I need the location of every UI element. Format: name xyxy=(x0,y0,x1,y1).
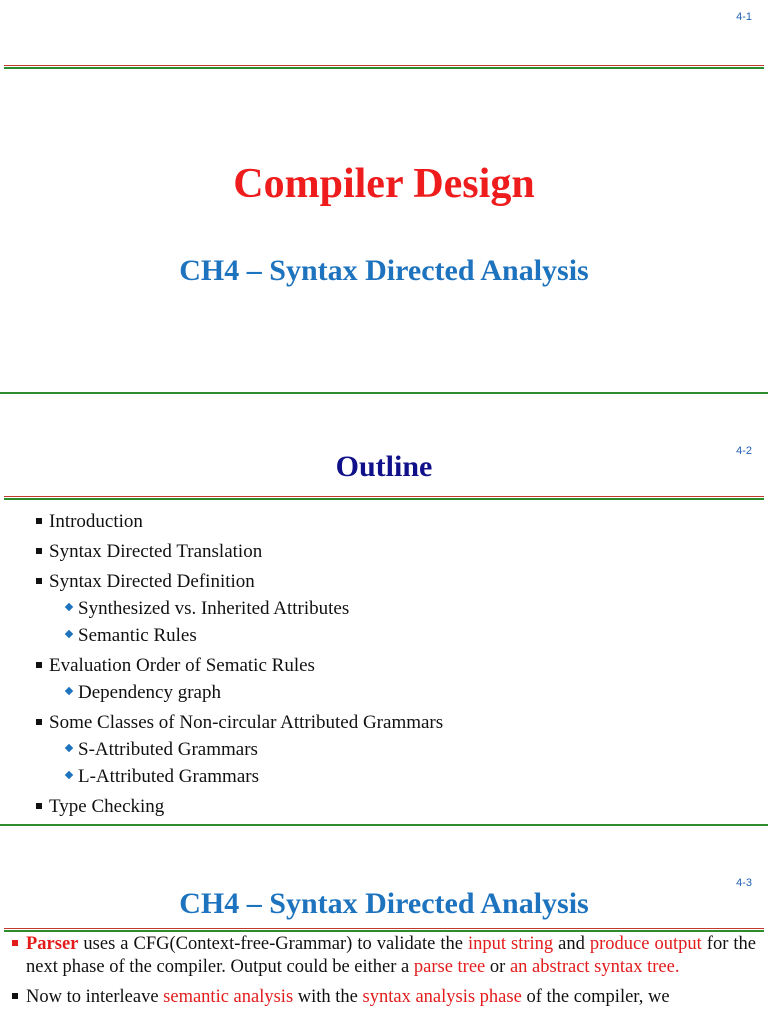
slide-border xyxy=(0,392,768,394)
outline-list xyxy=(36,509,443,820)
slide-border xyxy=(0,824,768,826)
term-syntax-analysis-phase: syntax analysis phase xyxy=(362,987,522,1007)
text: for the next phase of the compiler. Output could be either a xyxy=(26,934,756,977)
text: or xyxy=(485,956,510,977)
outline-item: Introduction xyxy=(36,509,443,535)
title-divider xyxy=(4,928,764,932)
text: and xyxy=(553,934,590,954)
term-parse-tree: parse tree xyxy=(413,956,486,977)
outline-title: Outline xyxy=(335,450,433,483)
term-produce-output: produce output xyxy=(589,934,702,954)
outline-subitem: S-Attributed Grammars xyxy=(65,736,443,763)
title-divider xyxy=(4,65,764,69)
title-divider xyxy=(4,496,764,500)
outline-subitem: Dependency graph xyxy=(65,679,443,706)
text: with the xyxy=(293,987,363,1007)
bullet-interleave xyxy=(12,986,756,1009)
term-abstract-syntax-tree: an abstract syntax tree. xyxy=(509,956,680,977)
slide-1 xyxy=(0,0,768,395)
bullet-list xyxy=(12,933,756,1017)
outline-item: Some Classes of Non-circular Attributed Grammars xyxy=(36,710,443,736)
outline-subitem: Synthesized vs. Inherited Attributes xyxy=(65,595,443,622)
term-input-string: input string xyxy=(467,934,554,954)
outline-item: Syntax Directed Definition xyxy=(36,569,443,595)
slide-number: 4-2 xyxy=(736,445,752,457)
slide-3 xyxy=(0,829,768,1024)
text: of the compiler, we xyxy=(521,987,670,1007)
presentation-subtitle: CH4 – Syntax Directed Analysis xyxy=(179,254,589,287)
bullet-parser xyxy=(12,933,756,978)
presentation-title: Compiler Design xyxy=(233,161,535,207)
outline-subitem: Semantic Rules xyxy=(65,622,443,649)
outline-subitem: L-Attributed Grammars xyxy=(65,763,443,790)
slide-number: 4-3 xyxy=(736,877,752,889)
slide-number: 4-1 xyxy=(736,11,752,23)
term-semantic-analysis: semantic analysis xyxy=(163,987,294,1007)
slide-title: CH4 – Syntax Directed Analysis xyxy=(179,887,589,920)
outline-item: Syntax Directed Translation xyxy=(36,539,443,565)
slide-2 xyxy=(0,395,768,829)
text: Now to interleave xyxy=(26,987,164,1007)
term-parser: Parser xyxy=(26,934,79,954)
text: uses a CFG(Context-free-Grammar) to validate the xyxy=(78,934,468,954)
outline-item: Evaluation Order of Sematic Rules xyxy=(36,653,443,679)
outline-item: Type Checking xyxy=(36,794,443,820)
